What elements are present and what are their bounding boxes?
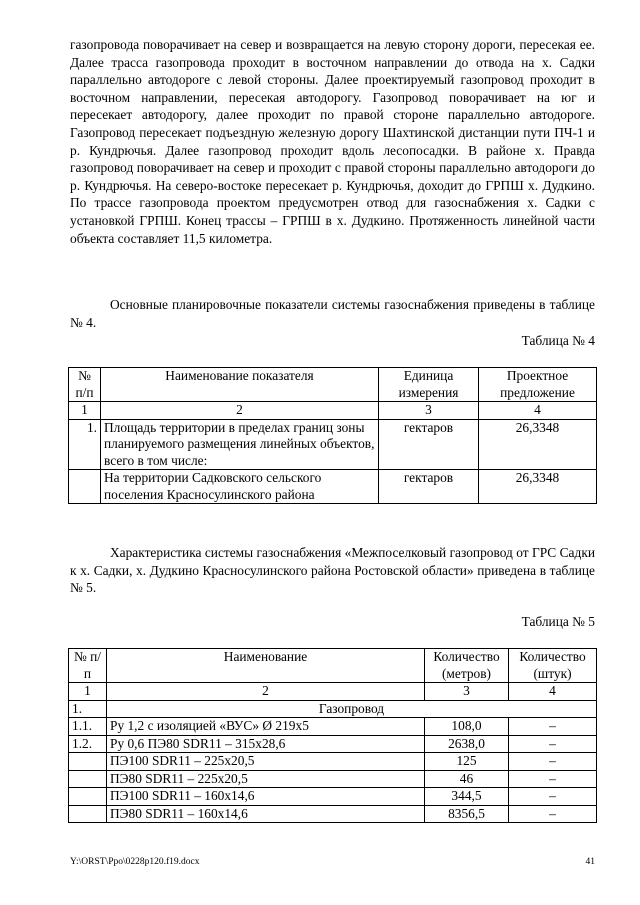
- table-row: [69, 788, 597, 806]
- header-quantity-meters: Количество (метров): [425, 649, 509, 683]
- header-unit: Единица измерения: [379, 368, 479, 402]
- column-number: 4: [509, 683, 597, 701]
- table-row: [69, 805, 597, 823]
- section-number: 1.: [69, 700, 107, 718]
- footer-page-number: 41: [585, 857, 595, 867]
- row-name: ПЭ100 SDR11 – 225х20,5: [107, 753, 425, 771]
- table-row: [69, 753, 597, 771]
- row-pieces: –: [509, 770, 597, 788]
- header-proposal: Проектное предложение: [479, 368, 597, 402]
- column-number: 1: [69, 402, 101, 420]
- row-number: [69, 770, 107, 788]
- row-pieces: –: [509, 753, 597, 771]
- row-number: 1.1.: [69, 718, 107, 736]
- row-pieces: –: [509, 718, 597, 736]
- row-number: 1.: [69, 419, 101, 470]
- header-number: № п/п: [69, 649, 107, 683]
- footer-file-path: Y:\ORST\Ppo\0228p120.f19.docx: [70, 857, 200, 867]
- column-number: 2: [101, 402, 379, 420]
- row-number: [69, 470, 101, 504]
- paragraph-table5-intro: Характеристика системы газоснабжения «Межпоселковый газопровод от ГРС Садки к х. Садки, х. Дудкино Красносулинского района Ростовской области» приведена в таблице № 5.: [70, 545, 595, 596]
- row-name: На территории Садковского сельского поселения Красносулинского района: [101, 470, 379, 504]
- table-row: [69, 718, 597, 736]
- table-planning-indicators: [68, 367, 597, 504]
- header-indicator-name: Наименование показателя: [101, 368, 379, 402]
- row-meters: 125: [425, 753, 509, 771]
- row-value: 26,3348: [479, 470, 597, 504]
- row-unit: гектаров: [379, 470, 479, 504]
- column-number: 3: [425, 683, 509, 701]
- column-number: 1: [69, 683, 107, 701]
- row-meters: 344,5: [425, 788, 509, 806]
- table-row: [69, 419, 597, 470]
- row-name: ПЭ80 SDR11 – 160х14,6: [107, 805, 425, 823]
- paragraph-table4-intro: Основные планировочные показатели системы газоснабжения приведены в таблице № 4.: [70, 297, 595, 330]
- row-number: 1.2.: [69, 735, 107, 753]
- table-column-numbers-row: [69, 402, 597, 420]
- column-number: 3: [379, 402, 479, 420]
- row-meters: 46: [425, 770, 509, 788]
- row-meters: 2638,0: [425, 735, 509, 753]
- row-pieces: –: [509, 788, 597, 806]
- table-column-numbers-row: [69, 683, 597, 701]
- table-section-row: [69, 700, 597, 718]
- column-number: 2: [107, 683, 425, 701]
- paragraph-route-description: газопровода поворачивает на север и возвращается на левую сторону дороги, пересекая ее. Далее трасса газопровода проходит в восточном направлении до отвода на х. Садки параллельно автодороге с левой стороны. Далее проектируемый газопровод проходит в восточном направлении, пересекая автодорогу. Газопровод поворачивает на юг и пересекает автодорогу, далее проходит по правой стороне параллельно автодороге. Газопровод пересекает подъездную железную дорогу Шахтинской дистанции пути ПЧ-1 и р. Кундрючья. Далее газопровод проходит вдоль лесопосадки. В районе х. Правда газопровод поворачивает на север и проходит с правой стороны параллельно автодороги до р. Кундрючья. На северо-востоке пересекает р. Кундрючья, доходит до ГРПШ х. Дудкино. По трассе газопровода проектом предусмотрен отвод для газоснабжения х. Садки с установкой ГРПШ. Конец трассы – ГРПШ в х. Дудкино. Протяженность линейной части объекта составляет 11,5 километра.: [70, 37, 595, 246]
- table-header-row: [69, 368, 597, 402]
- table4-caption: Таблица № 4: [521, 333, 595, 348]
- row-name: ПЭ80 SDR11 – 225х20,5: [107, 770, 425, 788]
- row-meters: 8356,5: [425, 805, 509, 823]
- table-gas-system-characteristics: [68, 648, 597, 823]
- header-quantity-pieces: Количество (штук): [509, 649, 597, 683]
- row-name: Ру 0,6 ПЭ80 SDR11 – 315х28,6: [107, 735, 425, 753]
- table-row: [69, 735, 597, 753]
- row-unit: гектаров: [379, 419, 479, 470]
- header-name: Наименование: [107, 649, 425, 683]
- row-name: Площадь территории в пределах границ зоны планируемого размещения линейных объектов, всего в том числе:: [101, 419, 379, 470]
- row-number: [69, 753, 107, 771]
- row-name: Ру 1,2 с изоляцией «ВУС» Ø 219х5: [107, 718, 425, 736]
- table-header-row: [69, 649, 597, 683]
- column-number: 4: [479, 402, 597, 420]
- row-number: [69, 805, 107, 823]
- table-row: [69, 470, 597, 504]
- section-title: Газопровод: [107, 700, 597, 718]
- table5-caption: Таблица № 5: [521, 614, 595, 629]
- row-number: [69, 788, 107, 806]
- header-number: № п/п: [69, 368, 101, 402]
- table-row: [69, 770, 597, 788]
- row-pieces: –: [509, 805, 597, 823]
- row-pieces: –: [509, 735, 597, 753]
- row-meters: 108,0: [425, 718, 509, 736]
- row-name: ПЭ100 SDR11 – 160х14,6: [107, 788, 425, 806]
- row-value: 26,3348: [479, 419, 597, 470]
